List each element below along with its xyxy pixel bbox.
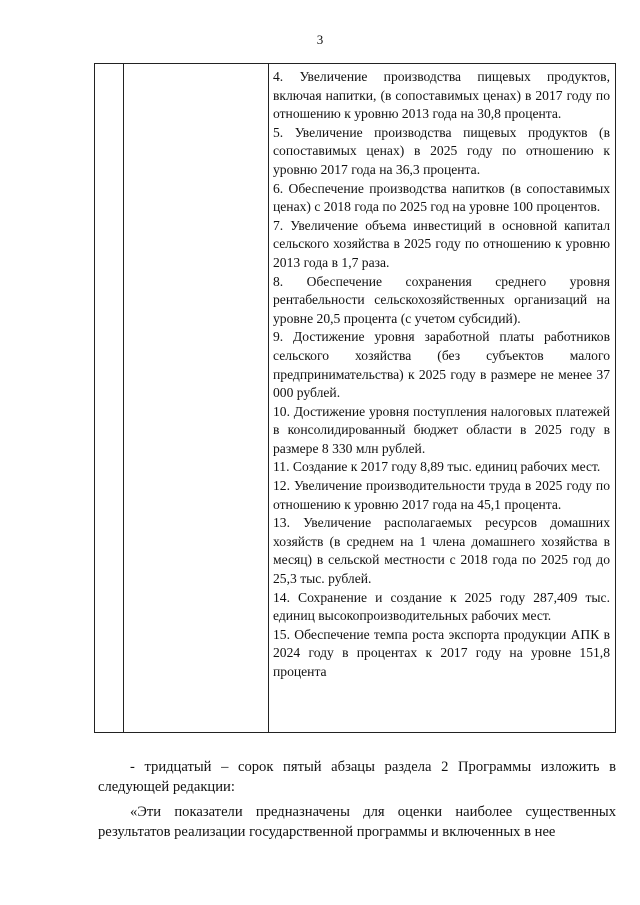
document-body-text <box>98 758 616 842</box>
indicator-item: 10. Достижение уровня поступления налоговых платежей в консолидированный бюджет области в 2025 году в размере 8 330 млн рублей. <box>273 403 610 456</box>
indicator-item: 14. Сохранение и создание к 2025 году 287,409 тыс. единиц высокопроизводительных рабочих мест. <box>273 589 610 624</box>
indicator-item: 13. Увеличение располагаемых ресурсов домашних хозяйств (в среднем на 1 члена домашнего хозяйства в месяц) в сельской местности с 2018 года по 2025 год до 25,3 тыс. рублей. <box>273 515 610 587</box>
indicator-item: 12. Увеличение производительности труда в 2025 году по отношению к уровню 2017 года на 45,1 процента. <box>273 478 610 512</box>
paragraph: - тридцатый – сорок пятый абзацы раздела 2 Программы изложить в следующей редакции: <box>98 759 616 795</box>
indicator-item: 11. Создание к 2017 году 8,89 тыс. единиц рабочих мест. <box>273 459 601 475</box>
indicators-table <box>94 63 616 733</box>
indicator-item: 5. Увеличение производства пищевых продуктов (в сопоставимых ценах) в 2025 году по отношению к уровню 2017 года на 36,3 процента. <box>273 124 610 177</box>
page-number: 3 <box>316 32 324 47</box>
indicator-item: 8. Обеспечение сохранения среднего уровня рентабельности сельскохозяйственных организаций на уровне 20,5 процента (с учетом субсидий). <box>273 273 610 326</box>
table-column-divider <box>268 64 269 732</box>
indicator-item: 9. Достижение уровня заработной платы работников сельского хозяйства (без субъектов малого предпринимательства) к 2025 году в размере не менее 37 000 рублей. <box>273 329 610 401</box>
table-cell-indicators <box>273 68 610 682</box>
indicator-item: 7. Увеличение объема инвестиций в основной капитал сельского хозяйства в 2025 году по отношению к уровню 2013 года в 1,7 раза. <box>273 217 610 270</box>
paragraph: «Эти показатели предназначены для оценки наиболее существенных результатов реализации государственной программы и включенных в нее <box>98 804 616 840</box>
indicator-item: 4. Увеличение производства пищевых продуктов, включая напитки, (в сопоставимых ценах) в 2017 году по отношению к уровню 2013 года на 30,8 процента. <box>273 69 610 122</box>
indicator-item: 15. Обеспечение темпа роста экспорта продукции АПК в 2024 году в процентах к 2017 году на уровне 151,8 процента <box>273 626 610 679</box>
indicator-item: 6. Обеспечение производства напитков (в сопоставимых ценах) с 2018 года по 2025 год на уровне 100 процентов. <box>273 180 610 215</box>
table-column-divider <box>123 64 124 732</box>
